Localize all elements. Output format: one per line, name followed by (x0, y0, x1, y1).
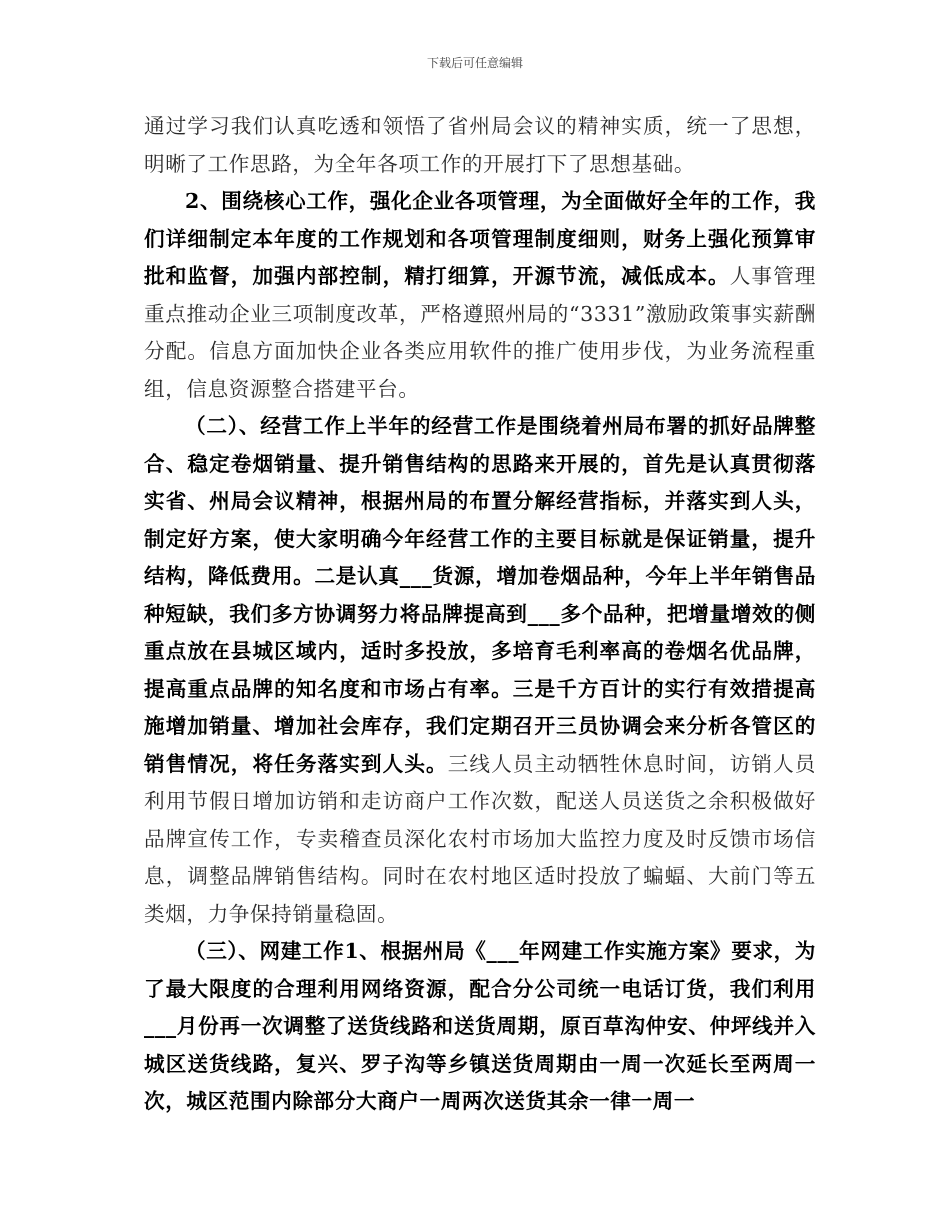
paragraph-text: 三线人员主动牺牲休息时间，访销人员利用节假日增加访销和走访商户工作次数，配送人员送货之余积极做好品牌宣传工作，专卖稽查员深化农村市场加大监控力度及时反馈市场信息，调整品牌销售结构。同时在农村地区适时投放了蝙蝠、大前门等五类烟，力争保持销量稳固。 (144, 751, 817, 926)
paragraph-text: 人事管理重点推动企业三项制度改革，严格遵照州局的“3331”激励政策事实薪酬分配。信息方面加快企业各类应用软件的推广使用步伐，为业务流程重组，信息资源整合搭建平台。 (144, 264, 816, 401)
document-body (144, 108, 816, 1121)
page-header: 下载后可任意编辑 (426, 56, 523, 70)
paragraph-text: 通过学习我们认真吃透和领悟了省州局会议的精神实质，统一了思想，明晰了工作思路，为全年各项工作的开展打下了思想基础。 (144, 114, 816, 176)
paragraph-intro (144, 108, 816, 183)
paragraph-bold-text: （二）、经营工作上半年的经营工作是围绕着州局布署的抓好品牌整合、稳定卷烟销量、提升销售结构的思路来开展的，首先是认真贯彻落实省、州局会议精神，根据州局的布置分解经营指标，并落实到人头，制定好方案，使大家明确今年经营工作的主要目标就是保证销量，提升结构，降低费用。二是认真___货源，增加卷烟品种，今年上半年销售品种短缺，我们多方协调努力将品牌提高到___多个品种，把增量增效的侧重点放在县城区域内，适时多投放，多培育毛利率高的卷烟名优品牌，提高重点品牌的知名度和市场占有率。三是千方百计的实行有效措提高施增加销量、增加社会库存，我们定期召开三员协调会来分析各管区的销售情况，将任务落实到人头。 (144, 414, 816, 776)
paragraph-bold-text: （三）、网建工作1、根据州局《___年网建工作实施方案》要求，为了最大限度的合理利用网络资源，配合分公司统一电话订货，我们利用___月份再一次调整了送货线路和送货周期，原百草沟仲安、仲坪线并入城区送货线路，复兴、罗子沟等乡镇送货周期由一周一次延长至两周一次，城区范围内除部分大商户一周两次送货其余一律一周一 (144, 939, 816, 1113)
paragraph-management (144, 183, 816, 408)
paragraph-bold-text: 2、围绕核心工作，强化企业各项管理，为全面做好全年的工作，我们详细制定本年度的工作规划和各项管理制度细则，财务上强化预算审批和监督，加强内部控制，精打细算，开源节流，减低成本。 (144, 189, 816, 288)
paragraph-operations (144, 408, 816, 933)
paragraph-network (144, 933, 816, 1121)
